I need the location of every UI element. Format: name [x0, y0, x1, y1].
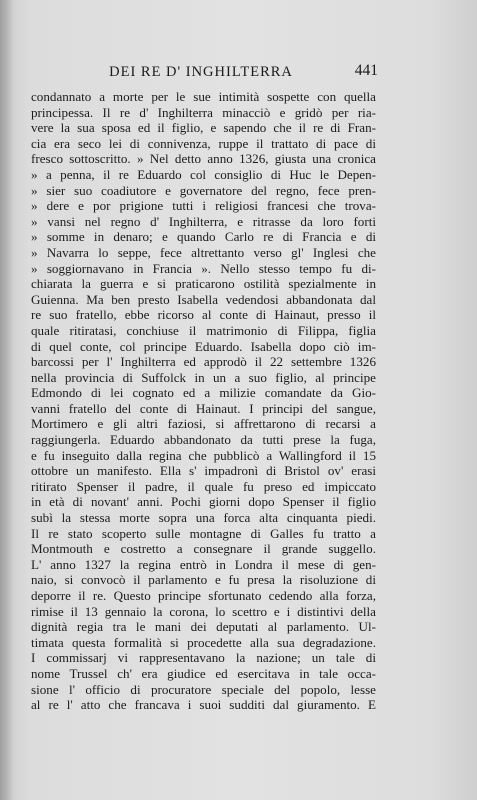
text-line: ritirato Spenser il padre, il quale fu preso ed impiccato	[31, 478, 376, 494]
text-line: vanni fratello del conte di Hainaut. I principi del sangue,	[31, 400, 376, 416]
text-line: fresco sottoscritto. » Nel detto anno 1326, giusta una cronica	[31, 151, 376, 167]
running-title: DEI RE D' INGHILTERRA	[109, 64, 293, 80]
text-line: timata questa formalità si procedette alla sua degradazione.	[31, 634, 376, 650]
text-line: » somme in denaro; e quando Carlo re di Francia e di	[31, 229, 376, 245]
text-line: rimise il 13 gennaio la corona, lo scettro e i distintivi della	[31, 603, 376, 619]
text-line: re suo fratello, ebbe ricorso al conte di Hainaut, presso il	[31, 307, 376, 323]
text-line: » vansi nel regno d' Inghilterra, e ritrasse da loro forti	[31, 213, 376, 229]
text-line: I commissarj vi rappresentavano la nazione; un tale di	[31, 650, 376, 666]
text-line: nome Trussel ch' era giudice ed esercitava in tale occa-	[31, 665, 376, 681]
text-line: di quel conte, col principe Eduardo. Isabella dopo ciò im-	[31, 338, 376, 354]
body-text	[31, 89, 376, 713]
text-line: al re l' atto che francava i suoi sudditi dal giuramento. E	[31, 697, 376, 713]
text-line: » soggiornavano in Francia ». Nello stesso tempo fu di-	[31, 260, 376, 276]
text-line: naio, si convocò il parlamento e fu presa la risoluzione di	[31, 572, 376, 588]
text-line: nella provincia di Suffolck in un a suo figlio, al principe	[31, 369, 376, 385]
text-line: chiarata la guerra e si praticarono ostilità spezialmente in	[31, 276, 376, 292]
text-line: raggiungerla. Eduardo abbandonato da tutti prese la fuga,	[31, 432, 376, 448]
text-line: Edmondo di lei cognato ed a milizie comandate da Gio-	[31, 385, 376, 401]
text-line: in età di novant' anni. Pochi giorni dopo Spenser il figlio	[31, 494, 376, 510]
text-line: » Navarra lo seppe, fece altrettanto verso gl' Inglesi che	[31, 244, 376, 260]
text-line: condannato a morte per le sue intimità sospette con quella	[31, 89, 376, 104]
text-line: Il re stato scoperto sulle montagne di Galles fu tratto a	[31, 525, 376, 541]
text-line: » sier suo coadiutore e governatore del regno, fece pren-	[31, 182, 376, 198]
text-line: » a penna, il re Eduardo col consiglio di Huc le Depen-	[31, 166, 376, 182]
text-line: sione l' officio di procuratore speciale del popolo, lesse	[31, 681, 376, 697]
text-line: dignità regia tra le mani dei deputati al parlamento. Ul-	[31, 619, 376, 635]
page-number: 441	[354, 62, 378, 79]
text-line: Mortimero e gli altri faziosi, si affrettarono di recarsi a	[31, 416, 376, 432]
text-line: ottobre un manifesto. Ella s' impadronì di Bristol ov' erasi	[31, 463, 376, 479]
text-line: quale ritiratasi, conchiuse il matrimonio di Filippa, figlia	[31, 322, 376, 338]
text-line: e fu inseguito dalla regina che pubblicò a Wallingford il 15	[31, 447, 376, 463]
spine-shadow	[0, 0, 14, 800]
text-line: deporre il re. Questo principe sfortunato cedendo alla forza,	[31, 588, 376, 603]
text-line: L' anno 1327 la regina entrò in Londra il mese di gen-	[31, 556, 376, 572]
text-line: Guienna. Ma ben presto Isabella vedendosi abbandonata dal	[31, 291, 376, 307]
running-head	[28, 62, 378, 86]
text-line: subì la stessa morte sopra una forca alta cinquanta piedi.	[31, 510, 376, 526]
text-line: principessa. Il re d' Inghilterra minacciò e gridò per ria-	[31, 104, 376, 120]
text-line: cia era seco lei di connivenza, ruppe il trattato di pace di	[31, 135, 376, 151]
text-line: » dere e por prigione tutti i religiosi francesi che trova-	[31, 198, 376, 214]
text-line: vere la sua sposa ed il figlio, e sapendo che il re di Fran-	[31, 120, 376, 136]
text-line: barcossi per l' Inghilterra ed approdò il 22 settembre 1326	[31, 354, 376, 370]
text-line: Montmouth e costretto a consegnare il grande suggello.	[31, 541, 376, 557]
